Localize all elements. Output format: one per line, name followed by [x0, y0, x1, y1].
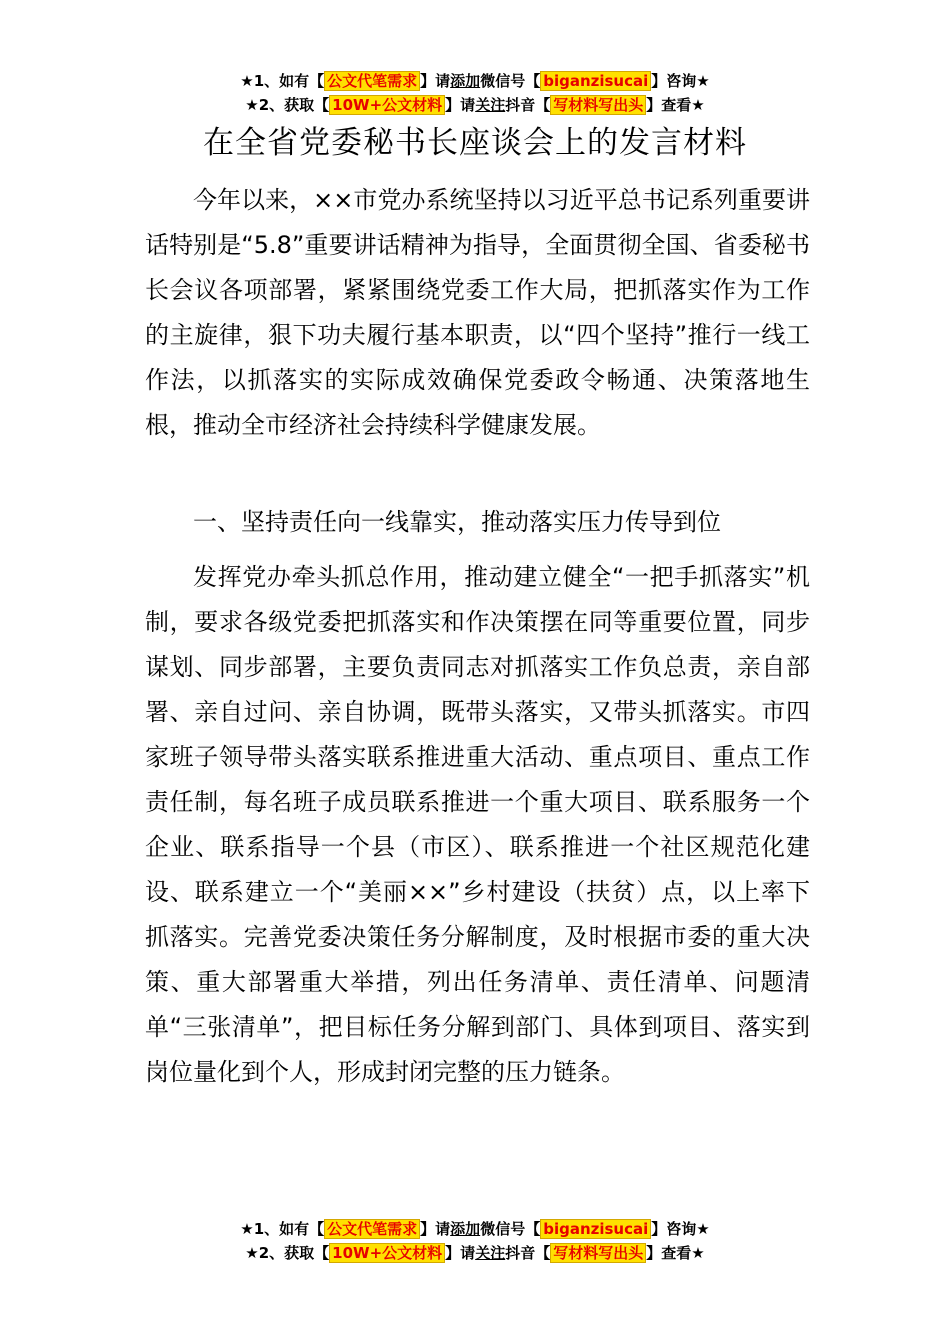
star-icon: ★	[245, 1244, 259, 1262]
paragraph-section-1: 发挥党办牵头抓总作用，推动建立健全“一把手抓落实”机制，要求各级党委把抓落实和作决策摆在同等重要位置，同步谋划、同步部署，主要负责同志对抓落实工作负总责，亲自部署、亲自过问、亲自协调，既带头落实，又带头抓落实。市四家班子领导带头落实联系推进重大活动、重点项目、重点工作责任制，每名班子成员联系推进一个重大项目、联系服务一个企业、联系指导一个县（市区）、联系推进一个社区规范化建设、联系建立一个“美丽××”乡村建设（扶贫）点，以上率下抓落实。完善党委决策任务分解制度，及时根据市委的重大决策、重大部署重大举措，列出任务清单、责任清单、问题清单“三张清单”，把目标任务分解到部门、具体到项目、落实到岗位量化到个人，形成封闭完整的压力链条。	[145, 563, 810, 1086]
promo-highlight: 10W+公文材料	[329, 1243, 445, 1263]
promo-text: 2、获取【	[258, 1244, 330, 1262]
promo-text: 】咨询	[651, 1220, 697, 1238]
promo-highlight: 10W+公文材料	[329, 95, 445, 115]
promo-text: 2、获取【	[258, 96, 330, 114]
promo-text: 1、如有【	[253, 72, 325, 90]
promo-text: 抖音【	[505, 1244, 551, 1262]
promo-text: 抖音【	[505, 96, 551, 114]
star-icon: ★	[696, 1220, 710, 1238]
star-icon: ★	[240, 1220, 254, 1238]
promo-text: 】请	[420, 1220, 451, 1238]
douyin-id-highlight: 写材料写出头	[550, 95, 646, 115]
wechat-id-highlight: biganzisucai	[540, 1219, 651, 1239]
promo-banner-top-line2	[0, 94, 950, 116]
promo-text: 】请	[445, 96, 476, 114]
promo-banner-bottom-line2	[0, 1242, 950, 1264]
star-icon: ★	[691, 96, 705, 114]
douyin-id-highlight: 写材料写出头	[550, 1243, 646, 1263]
paragraph-intro: 今年以来，××市党办系统坚持以习近平总书记系列重要讲话特别是“5.8”重要讲话精神为指导，全面贯彻全国、省委秘书长会议各项部署，紧紧围绕党委工作大局，把抓落实作为工作的主旋律，狠下功夫履行基本职责，以“四个坚持”推行一线工作法，以抓落实的实际成效确保党委政令畅通、决策落地生根，推动全市经济社会持续科学健康发展。	[145, 186, 810, 439]
promo-text: 关注	[475, 96, 506, 114]
star-icon: ★	[245, 96, 259, 114]
wechat-id-highlight: biganzisucai	[540, 71, 651, 91]
promo-text: 】请	[420, 72, 451, 90]
promo-highlight: 公文代笔需求	[324, 71, 420, 91]
promo-highlight: 公文代笔需求	[324, 1219, 420, 1239]
star-icon: ★	[691, 1244, 705, 1262]
promo-banner-bottom-line1	[0, 1218, 950, 1240]
promo-text: 微信号【	[480, 1220, 541, 1238]
star-icon: ★	[696, 72, 710, 90]
promo-text: 添加	[450, 72, 481, 90]
promo-text: 1、如有【	[253, 1220, 325, 1238]
promo-banner-top-line1	[0, 70, 950, 92]
promo-text: 添加	[450, 1220, 481, 1238]
promo-text: 】查看	[646, 1244, 692, 1262]
promo-text: 】查看	[646, 96, 692, 114]
promo-text: 关注	[475, 1244, 506, 1262]
star-icon: ★	[240, 72, 254, 90]
promo-text: 】请	[445, 1244, 476, 1262]
promo-text: 微信号【	[480, 72, 541, 90]
document-title: 在全省党委秘书长座谈会上的发言材料	[203, 125, 747, 161]
promo-text: 】咨询	[651, 72, 697, 90]
section-heading-1: 一、坚持责任向一线靠实，推动落实压力传导到位	[193, 508, 721, 536]
